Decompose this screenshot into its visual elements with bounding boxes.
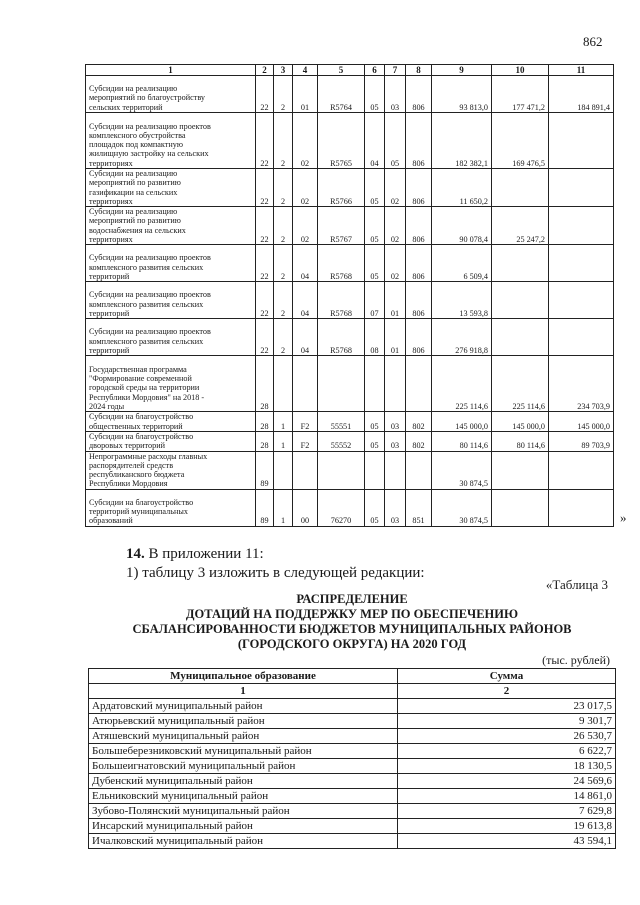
- amount-cell: [492, 319, 549, 356]
- code-cell: 2: [274, 113, 293, 169]
- code-cell: 802: [406, 431, 432, 451]
- description-line: распорядителей средств: [89, 460, 174, 470]
- amount-cell: 234 703,9: [549, 356, 614, 412]
- description-line: территориях: [89, 158, 133, 168]
- table-row: [86, 169, 614, 207]
- description-line: образований: [89, 516, 133, 526]
- amount-cell: [492, 169, 549, 207]
- code-cell: [293, 356, 318, 412]
- code-cell: [274, 451, 293, 489]
- description-line: комплексного развития сельских: [89, 336, 204, 346]
- table-header-row: [86, 65, 614, 76]
- description-line: территориях: [89, 235, 133, 245]
- item-text: В приложении 11:: [144, 546, 264, 562]
- column-header: 4: [293, 65, 318, 76]
- municipality-name: Ичалковский муниципальный район: [89, 834, 398, 849]
- amount-cell: 225 114,6: [432, 356, 492, 412]
- description-line: Субсидии на благоустройство: [89, 412, 194, 422]
- description-line: Субсидии на реализацию проектов: [89, 253, 211, 263]
- table-row: [89, 789, 616, 804]
- table-row: [86, 76, 614, 113]
- code-cell: 02: [293, 169, 318, 207]
- code-cell: [365, 451, 385, 489]
- code-cell: 2: [274, 319, 293, 356]
- table-row: [89, 744, 616, 759]
- code-cell: 22: [256, 76, 274, 113]
- code-cell: 28: [256, 431, 274, 451]
- amount-cell: 6 509,4: [432, 245, 492, 282]
- municipality-name: Большеберезниковский муниципальный район: [89, 744, 398, 759]
- code-cell: 07: [365, 282, 385, 319]
- code-cell: 2: [274, 76, 293, 113]
- municipality-sum: 18 130,5: [398, 759, 616, 774]
- code-cell: 1: [274, 431, 293, 451]
- amount-cell: 25 247,2: [492, 207, 549, 245]
- municipality-name: Большеигнатовский муниципальный район: [89, 759, 398, 774]
- code-cell: 2: [274, 245, 293, 282]
- code-cell: 03: [385, 76, 406, 113]
- description-line: дворовых территорий: [89, 441, 165, 451]
- municipality-name: Атяшевский муниципальный район: [89, 729, 398, 744]
- description-line: Субсидии на благоустройство: [89, 497, 194, 507]
- amount-cell: [549, 451, 614, 489]
- row-description: [86, 431, 256, 451]
- code-cell: 76270: [318, 489, 365, 526]
- table-header-row: [89, 669, 616, 684]
- amount-cell: 80 114,6: [492, 431, 549, 451]
- code-cell: [318, 451, 365, 489]
- description-line: комплексного развития сельских: [89, 299, 204, 309]
- code-cell: 01: [293, 76, 318, 113]
- municipality-name: Инсарский муниципальный район: [89, 819, 398, 834]
- title-line: ДОТАЦИЙ НА ПОДДЕРЖКУ МЕР ПО ОБЕСПЕЧЕНИЮ: [185, 607, 519, 621]
- amount-cell: 30 874,5: [432, 451, 492, 489]
- row-description: [86, 282, 256, 319]
- code-cell: 05: [365, 76, 385, 113]
- amount-cell: [549, 245, 614, 282]
- code-cell: 22: [256, 245, 274, 282]
- description-line: сельских территорий: [89, 102, 163, 112]
- code-cell: 03: [385, 489, 406, 526]
- code-cell: 01: [385, 319, 406, 356]
- code-cell: F2: [293, 412, 318, 432]
- municipality-sum: 23 017,5: [398, 699, 616, 714]
- row-description: [86, 319, 256, 356]
- table-row: [86, 356, 614, 412]
- code-cell: R5766: [318, 169, 365, 207]
- municipality-sum: 6 622,7: [398, 744, 616, 759]
- amount-cell: 145 000,0: [432, 412, 492, 432]
- description-line: жилищную застройку на сельских: [89, 149, 209, 159]
- amount-cell: 11 650,2: [432, 169, 492, 207]
- table-row: [86, 282, 614, 319]
- amount-cell: 145 000,0: [492, 412, 549, 432]
- description-line: мероприятий по развитию: [89, 178, 181, 188]
- table-row: [86, 245, 614, 282]
- column-header: 10: [492, 65, 549, 76]
- code-cell: 03: [385, 412, 406, 432]
- code-cell: [385, 451, 406, 489]
- table-row: [86, 319, 614, 356]
- code-cell: 22: [256, 319, 274, 356]
- amount-cell: [549, 207, 614, 245]
- amount-cell: 177 471,2: [492, 76, 549, 113]
- table-row: [86, 412, 614, 432]
- code-cell: 05: [365, 207, 385, 245]
- row-description: [86, 412, 256, 432]
- municipality-name: Ельниковский муниципальный район: [89, 789, 398, 804]
- code-cell: 05: [365, 489, 385, 526]
- column-header-name: Муниципальное образование: [89, 669, 398, 684]
- description-line: мероприятий по благоустройству: [89, 93, 206, 103]
- amount-cell: [492, 451, 549, 489]
- column-header: 1: [86, 65, 256, 76]
- code-cell: 04: [293, 282, 318, 319]
- budget-table: [85, 64, 614, 527]
- table-row: [89, 699, 616, 714]
- code-cell: 02: [385, 169, 406, 207]
- amount-cell: [549, 489, 614, 526]
- closing-quote: »: [620, 510, 627, 525]
- units-label: (тыс. рублей): [542, 653, 610, 667]
- code-cell: 802: [406, 412, 432, 432]
- code-cell: 03: [385, 431, 406, 451]
- column-header: 8: [406, 65, 432, 76]
- code-cell: 806: [406, 282, 432, 319]
- table-label: «Таблица 3: [545, 577, 608, 592]
- column-header: 3: [274, 65, 293, 76]
- column-index: 2: [398, 684, 616, 699]
- municipality-sum: 7 629,8: [398, 804, 616, 819]
- code-cell: 00: [293, 489, 318, 526]
- amount-cell: 90 078,4: [432, 207, 492, 245]
- code-cell: R5768: [318, 282, 365, 319]
- amount-cell: [492, 489, 549, 526]
- description-line: комплексного обустройства: [89, 130, 186, 140]
- amount-cell: 276 918,8: [432, 319, 492, 356]
- description-line: Непрограммные расходы главных: [89, 451, 208, 461]
- code-cell: 05: [365, 169, 385, 207]
- section-subitem: 1) таблицу 3 изложить в следующей редакции:: [126, 565, 425, 581]
- municipality-name: Зубово-Полянский муниципальный район: [89, 804, 398, 819]
- municipality-sum: 24 569,6: [398, 774, 616, 789]
- code-cell: 04: [293, 245, 318, 282]
- description-line: "Формирование современной: [89, 374, 192, 384]
- amount-cell: 145 000,0: [549, 412, 614, 432]
- code-cell: R5768: [318, 319, 365, 356]
- code-cell: 2: [274, 282, 293, 319]
- code-cell: 02: [293, 113, 318, 169]
- row-description: [86, 451, 256, 489]
- table-row: [89, 819, 616, 834]
- row-description: [86, 113, 256, 169]
- title-line: РАСПРЕДЕЛЕНИЕ: [296, 592, 408, 606]
- table-index-row: [89, 684, 616, 699]
- description-line: Республики Мордовия" на 2018 -: [89, 392, 205, 402]
- amount-cell: 184 891,4: [549, 76, 614, 113]
- code-cell: 04: [293, 319, 318, 356]
- code-cell: 22: [256, 169, 274, 207]
- municipality-sum: 26 530,7: [398, 729, 616, 744]
- table-row: [89, 729, 616, 744]
- code-cell: [318, 356, 365, 412]
- code-cell: 89: [256, 451, 274, 489]
- table-row: [89, 804, 616, 819]
- code-cell: [293, 451, 318, 489]
- code-cell: R5765: [318, 113, 365, 169]
- description-line: площадок под компактную: [89, 140, 183, 150]
- code-cell: 05: [365, 412, 385, 432]
- code-cell: 22: [256, 207, 274, 245]
- municipality-name: Ардатовский муниципальный район: [89, 699, 398, 714]
- code-cell: 2: [274, 169, 293, 207]
- title-line: (ГОРОДСКОГО ОКРУГА) НА 2020 ГОД: [237, 637, 467, 651]
- code-cell: 806: [406, 169, 432, 207]
- code-cell: [274, 356, 293, 412]
- code-cell: 806: [406, 76, 432, 113]
- municipality-sum: 19 613,8: [398, 819, 616, 834]
- code-cell: 02: [293, 207, 318, 245]
- amount-cell: 225 114,6: [492, 356, 549, 412]
- code-cell: 02: [385, 207, 406, 245]
- table-row: [89, 834, 616, 849]
- column-header: 11: [549, 65, 614, 76]
- distribution-table: [88, 668, 616, 849]
- table-row: [86, 113, 614, 169]
- description-line: 2024 годы: [89, 402, 125, 412]
- code-cell: 851: [406, 489, 432, 526]
- code-cell: [406, 451, 432, 489]
- description-line: Субсидии на реализацию проектов: [89, 290, 211, 300]
- code-cell: [385, 356, 406, 412]
- description-line: Субсидии на реализацию проектов: [89, 121, 211, 131]
- municipality-sum: 43 594,1: [398, 834, 616, 849]
- column-header-sum: Сумма: [398, 669, 616, 684]
- description-line: территорий: [89, 309, 130, 319]
- code-cell: 22: [256, 113, 274, 169]
- row-description: [86, 207, 256, 245]
- description-line: Республики Мордовия: [89, 479, 168, 489]
- row-description: [86, 489, 256, 526]
- municipality-name: Дубенский муниципальный район: [89, 774, 398, 789]
- description-line: водоснабжения на сельских: [89, 225, 186, 235]
- code-cell: 89: [256, 489, 274, 526]
- amount-cell: [492, 282, 549, 319]
- description-line: Субсидии на реализацию: [89, 84, 178, 94]
- row-description: [86, 169, 256, 207]
- section-item: [126, 546, 264, 563]
- code-cell: R5767: [318, 207, 365, 245]
- code-cell: 1: [274, 412, 293, 432]
- description-line: Субсидии на реализацию: [89, 207, 178, 217]
- table-row: [86, 431, 614, 451]
- code-cell: 28: [256, 356, 274, 412]
- row-description: [86, 356, 256, 412]
- description-line: территорий: [89, 346, 130, 356]
- page-number: 862: [583, 34, 603, 49]
- amount-cell: [492, 245, 549, 282]
- description-line: Субсидии на реализацию проектов: [89, 327, 211, 337]
- table-row: [86, 451, 614, 489]
- amount-cell: 89 703,9: [549, 431, 614, 451]
- title-line: СБАЛАНСИРОВАННОСТИ БЮДЖЕТОВ МУНИЦИПАЛЬНЫХ РАЙОНОВ: [132, 622, 572, 636]
- code-cell: R5768: [318, 245, 365, 282]
- table-row: [89, 759, 616, 774]
- code-cell: [406, 356, 432, 412]
- amount-cell: 13 593,8: [432, 282, 492, 319]
- code-cell: 08: [365, 319, 385, 356]
- municipality-name: Атюрьевский муниципальный район: [89, 714, 398, 729]
- code-cell: 806: [406, 319, 432, 356]
- column-header: 7: [385, 65, 406, 76]
- code-cell: 02: [385, 245, 406, 282]
- code-cell: 2: [274, 207, 293, 245]
- code-cell: 55551: [318, 412, 365, 432]
- code-cell: F2: [293, 431, 318, 451]
- code-cell: 05: [365, 431, 385, 451]
- column-header: 2: [256, 65, 274, 76]
- row-description: [86, 76, 256, 113]
- code-cell: 05: [385, 113, 406, 169]
- amount-cell: [549, 282, 614, 319]
- amount-cell: 93 813,0: [432, 76, 492, 113]
- description-line: комплексного развития сельских: [89, 262, 204, 272]
- code-cell: 05: [365, 245, 385, 282]
- municipality-sum: 14 861,0: [398, 789, 616, 804]
- description-line: территориях: [89, 196, 133, 206]
- description-line: территорий: [89, 272, 130, 282]
- amount-cell: 30 874,5: [432, 489, 492, 526]
- description-line: мероприятий по развитию: [89, 216, 181, 226]
- table-row: [89, 714, 616, 729]
- code-cell: R5764: [318, 76, 365, 113]
- column-header: 5: [318, 65, 365, 76]
- description-line: городской среды на территории: [89, 383, 200, 393]
- column-index: 1: [89, 684, 398, 699]
- description-line: Государственная программа: [89, 364, 187, 374]
- amount-cell: [549, 113, 614, 169]
- code-cell: 1: [274, 489, 293, 526]
- municipality-sum: 9 301,7: [398, 714, 616, 729]
- code-cell: 806: [406, 245, 432, 282]
- code-cell: 806: [406, 113, 432, 169]
- code-cell: 22: [256, 282, 274, 319]
- description-line: Субсидии на реализацию: [89, 169, 178, 178]
- row-description: [86, 245, 256, 282]
- code-cell: [365, 356, 385, 412]
- column-header: 9: [432, 65, 492, 76]
- description-line: газификации на сельских: [89, 187, 178, 197]
- code-cell: 806: [406, 207, 432, 245]
- description-line: республиканского бюджета: [89, 470, 185, 480]
- amount-cell: [549, 169, 614, 207]
- description-line: территорий муниципальных: [89, 507, 188, 517]
- code-cell: 28: [256, 412, 274, 432]
- amount-cell: 169 476,5: [492, 113, 549, 169]
- description-line: общественных территорий: [89, 421, 183, 431]
- amount-cell: 182 382,1: [432, 113, 492, 169]
- item-number: 14.: [126, 546, 145, 562]
- description-line: Субсидии на благоустройство: [89, 431, 194, 441]
- table-row: [86, 207, 614, 245]
- code-cell: 04: [365, 113, 385, 169]
- table-row: [86, 489, 614, 526]
- amount-cell: 80 114,6: [432, 431, 492, 451]
- table-row: [89, 774, 616, 789]
- amount-cell: [549, 319, 614, 356]
- code-cell: 55552: [318, 431, 365, 451]
- column-header: 6: [365, 65, 385, 76]
- code-cell: 01: [385, 282, 406, 319]
